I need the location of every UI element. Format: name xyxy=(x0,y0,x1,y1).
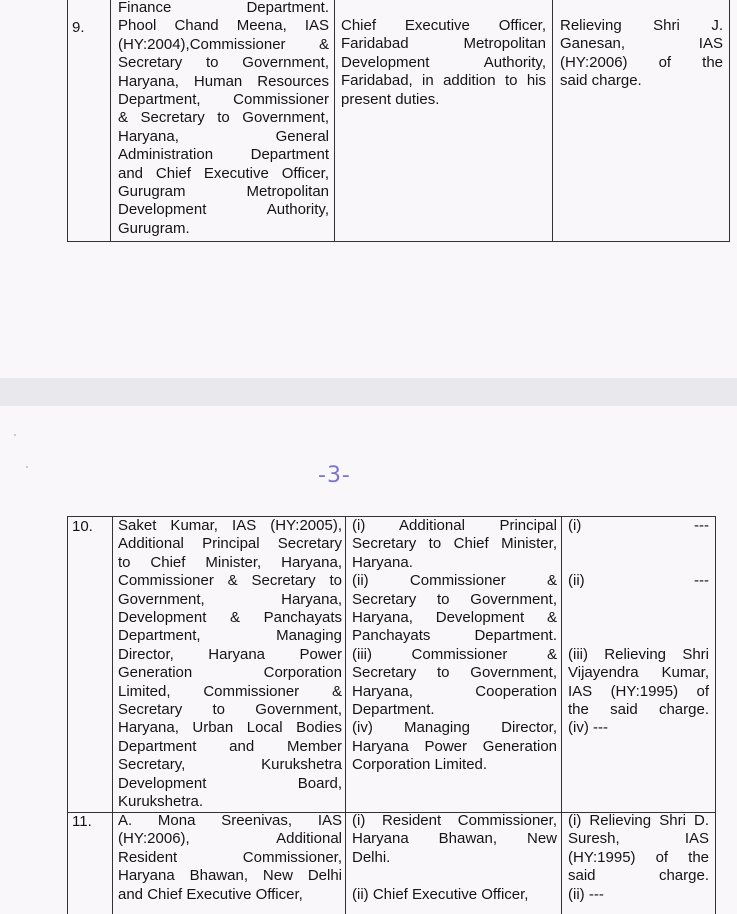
text-line: (i) Relieving Shri D. xyxy=(568,812,709,829)
text-line: (HY:2006), Additional xyxy=(118,830,342,848)
text-line: & Secretary to Government, xyxy=(118,109,329,127)
text-line: Department, Commissioner xyxy=(118,91,329,109)
officer-cell xyxy=(112,517,345,812)
text-line: (i) --- xyxy=(568,517,709,534)
text-line: Government, Haryana, xyxy=(118,590,342,608)
text-line: Saket Kumar, IAS (HY:2005), xyxy=(118,517,342,534)
text-line: Director, Haryana Power xyxy=(118,645,342,663)
text-line: Gurugram. xyxy=(118,219,190,237)
text-line: A. Mona Sreenivas, IAS xyxy=(118,812,342,829)
text-line: Development Authority, xyxy=(118,201,329,219)
text-line: present duties. xyxy=(341,90,440,108)
text-line: said charge. xyxy=(568,867,709,885)
text-line: Haryana, General xyxy=(118,127,329,145)
text-line: the said charge. xyxy=(568,701,709,719)
text-line: IAS (HY:1995) of xyxy=(568,682,709,700)
officer-cell xyxy=(112,812,345,914)
text-line: (ii) --- xyxy=(568,572,709,590)
text-line: (HY:1995) of the xyxy=(568,848,709,866)
officer-cell xyxy=(110,0,334,241)
text-line: Faridabad Metropolitan xyxy=(341,35,546,53)
text-line: Vijayendra Kumar, xyxy=(568,664,709,682)
text-line: Haryana. xyxy=(352,553,413,571)
text-line xyxy=(352,867,557,885)
text-line: Commissioner & Secretary to xyxy=(118,572,342,590)
text-line xyxy=(568,535,709,553)
text-line: Gurugram Metropolitan xyxy=(118,183,329,201)
text-line: Haryana, Cooperation xyxy=(352,682,557,700)
text-line: (HY:2004),Commissioner & xyxy=(118,35,329,53)
text-line: Secretary to Government, xyxy=(352,664,557,682)
posting-cell xyxy=(345,517,561,812)
row-number: 9. xyxy=(72,19,85,36)
text-line: Kurukshetra. xyxy=(118,793,204,811)
text-line: Department. xyxy=(352,701,435,719)
text-line: (i) Resident Commissioner, xyxy=(352,812,557,829)
text-line xyxy=(568,591,709,609)
text-line: Faridabad, in addition to his xyxy=(341,72,546,90)
table-row xyxy=(67,0,730,242)
remarks-cell xyxy=(552,0,729,241)
text-line: Secretary, Kurukshetra xyxy=(118,756,342,774)
text-line: Secretary to Government, xyxy=(118,701,342,719)
text-line xyxy=(568,554,709,572)
text-line: Development Board, xyxy=(118,774,342,792)
text-line: Relieving Shri J. xyxy=(560,17,723,34)
text-line: Chief Executive Officer, xyxy=(341,17,546,34)
row-number: 10. xyxy=(72,518,93,535)
text-line: Secretary to Government, xyxy=(118,54,329,72)
text-line: Secretary to Government, xyxy=(352,590,557,608)
text-line: (ii) Chief Executive Officer, xyxy=(352,885,529,903)
remarks-cell xyxy=(561,812,715,914)
text-line: Haryana Power Generation xyxy=(352,737,557,755)
text-line: Generation Corporation xyxy=(118,664,342,682)
posting-cell xyxy=(334,0,552,241)
document-page-upper xyxy=(0,0,737,378)
text-line: (iv) --- xyxy=(568,719,608,737)
text-line: Secretary to Chief Minister, xyxy=(352,535,557,553)
posting-cell xyxy=(345,812,561,914)
text-line: to Chief Minister, Haryana, xyxy=(118,553,342,571)
text-line: Development & Panchayats xyxy=(118,609,342,627)
text-line: (i) Additional Principal xyxy=(352,517,557,534)
scan-speck xyxy=(14,434,16,436)
text-line: Suresh, IAS xyxy=(568,830,709,848)
text-line: Limited, Commissioner & xyxy=(118,682,342,700)
scan-speck xyxy=(26,466,28,468)
text-line: Finance Department. xyxy=(118,0,329,16)
text-line: (HY:2006) of the xyxy=(560,53,723,71)
text-line xyxy=(568,627,709,645)
text-line: Department, Managing xyxy=(118,627,342,645)
text-line: Administration Department xyxy=(118,146,329,164)
text-line: said charge. xyxy=(560,72,642,90)
text-line: (iv) Managing Director, xyxy=(352,719,557,737)
text-line: and Chief Executive Officer, xyxy=(118,164,329,182)
text-line: Haryana, Development & xyxy=(352,609,557,627)
table-row xyxy=(67,812,716,914)
text-line: (ii) --- xyxy=(568,885,604,903)
text-line: Corporation Limited. xyxy=(352,756,488,774)
text-line: Delhi. xyxy=(352,848,391,866)
text-line: Additional Principal Secretary xyxy=(118,535,342,553)
text-line: and Chief Executive Officer, xyxy=(118,885,303,903)
text-line: Ganesan, IAS xyxy=(560,35,723,53)
text-line: Panchayats Department. xyxy=(352,627,557,645)
text-line: Department and Member xyxy=(118,737,342,755)
text-line: (iii) Commissioner & xyxy=(352,645,557,663)
page-break xyxy=(0,378,737,406)
text-line: Resident Commissioner, xyxy=(118,848,342,866)
text-line: (iii) Relieving Shri xyxy=(568,645,709,663)
document-page-lower xyxy=(0,406,737,914)
text-line: Haryana Bhawan, New Delhi xyxy=(118,867,342,885)
table-row xyxy=(67,516,716,813)
text-line: Haryana Bhawan, New xyxy=(352,830,557,848)
text-line: (ii) Commissioner & xyxy=(352,572,557,590)
text-line: Haryana, Human Resources xyxy=(118,72,329,90)
text-line: Phool Chand Meena, IAS xyxy=(118,17,329,35)
row-number: 11. xyxy=(72,813,92,830)
text-line: Development Authority, xyxy=(341,53,546,71)
text-line: Haryana, Urban Local Bodies xyxy=(118,719,342,737)
remarks-cell xyxy=(561,517,715,812)
page-number: -3- xyxy=(318,463,351,488)
text-line xyxy=(568,609,709,627)
